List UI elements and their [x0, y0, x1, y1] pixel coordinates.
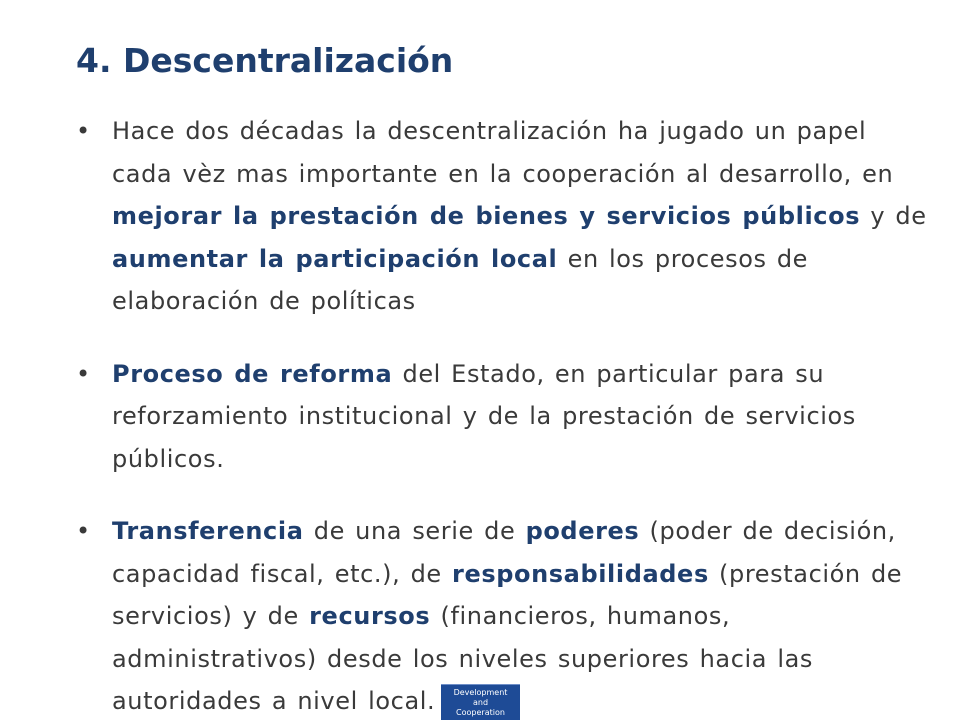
logo-text-line: Development [453, 688, 508, 697]
logo-text-line: and [472, 698, 489, 707]
highlight-text: responsabilidades [452, 559, 709, 588]
development-cooperation-logo [441, 684, 520, 720]
bullet-marker: • [76, 117, 91, 145]
bullet-text [112, 117, 927, 315]
text-run: Hace dos décadas la descentralización ha jugado un papel cada vèz mas importante en la cooperación al desarrollo, en [112, 117, 894, 188]
text-run: (prestación de servicios) y de [112, 559, 903, 630]
highlight-text: aumentar la participación local [112, 244, 558, 273]
text-run: (poder de decisión, capacidad fiscal, etc.), de [112, 517, 896, 588]
highlight-text: Transferencia [112, 517, 304, 545]
highlight-text: poderes [525, 517, 640, 545]
highlight-text: Proceso de reforma [112, 359, 393, 388]
text-run: (financieros, humanos, administrativos) desde los niveles superiores hacia las autoridades a nivel local. [112, 602, 814, 715]
bullet-text [112, 360, 856, 473]
bullet-marker: • [76, 359, 91, 388]
text-run: en los procesos de elaboración de políticas [112, 244, 809, 315]
highlight-text: mejorar la prestación de bienes y servicios públicos [112, 202, 861, 230]
bullet-list [76, 110, 936, 723]
highlight-text: recursos [309, 602, 431, 630]
text-run: y de [860, 202, 927, 230]
slide-title: 4. Descentralización [76, 41, 454, 80]
text-run: de una serie de [303, 517, 526, 545]
bullet-item [76, 353, 936, 481]
text-run: del Estado, en particular para su reforzamiento institucional y de la prestación de servicios públicos. [112, 359, 856, 473]
bullet-item [76, 110, 936, 323]
logo-text-line: Cooperation [456, 708, 505, 717]
bullet-marker: • [76, 517, 91, 545]
